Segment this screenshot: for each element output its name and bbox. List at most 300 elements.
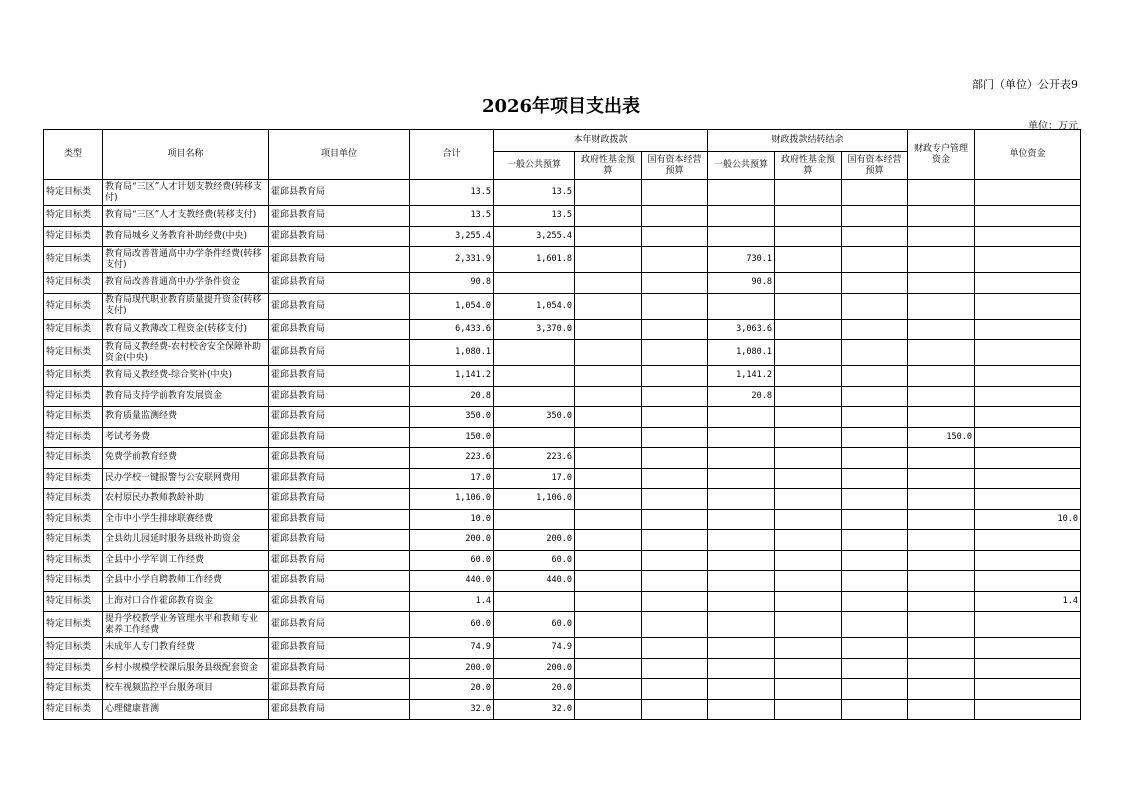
cell-carry-fund (775, 638, 842, 659)
cell-carry-fund (775, 206, 842, 227)
cell-current-fund (575, 226, 642, 247)
cell-total: 20.0 (410, 679, 494, 700)
cell-carry-fund (775, 530, 842, 551)
cell-special-account (908, 293, 975, 319)
cell-type: 特定目标类 (44, 386, 103, 407)
cell-own-funds (975, 448, 1081, 469)
cell-project-name: 上海对口合作霍邱教育资金 (103, 591, 269, 612)
cell-carry-fund (775, 509, 842, 530)
cell-carry-general (708, 679, 775, 700)
cell-carry-fund (775, 679, 842, 700)
cell-total: 20.8 (410, 386, 494, 407)
cell-current-state-capital (642, 407, 708, 428)
cell-current-state-capital (642, 468, 708, 489)
cell-type: 特定目标类 (44, 366, 103, 387)
table-row (44, 550, 1081, 571)
cell-own-funds (975, 530, 1081, 551)
table-row (44, 180, 1081, 206)
cell-special-account (908, 550, 975, 571)
cell-total: 6,433.6 (410, 319, 494, 340)
cell-special-account (908, 319, 975, 340)
cell-own-funds (975, 180, 1081, 206)
table-row (44, 407, 1081, 428)
cell-carry-state-capital (842, 612, 908, 638)
table-row (44, 468, 1081, 489)
cell-project-unit: 霍邱县教育局 (269, 366, 410, 387)
cell-type: 特定目标类 (44, 340, 103, 366)
cell-project-name: 乡村小规模学校课后服务县级配套资金 (103, 658, 269, 679)
cell-current-fund (575, 489, 642, 510)
cell-carry-general (708, 448, 775, 469)
cell-current-fund (575, 386, 642, 407)
cell-current-state-capital (642, 658, 708, 679)
cell-current-state-capital (642, 247, 708, 273)
cell-current-state-capital (642, 612, 708, 638)
cell-special-account (908, 340, 975, 366)
cell-project-unit: 霍邱县教育局 (269, 247, 410, 273)
cell-carry-state-capital (842, 319, 908, 340)
cell-carry-general: 3,063.6 (708, 319, 775, 340)
cell-carry-general (708, 612, 775, 638)
cell-current-state-capital (642, 571, 708, 592)
cell-own-funds (975, 366, 1081, 387)
cell-carry-general (708, 407, 775, 428)
cell-carry-fund (775, 366, 842, 387)
cell-carry-general (708, 293, 775, 319)
cell-total: 1,106.0 (410, 489, 494, 510)
cell-project-unit: 霍邱县教育局 (269, 509, 410, 530)
cell-project-unit: 霍邱县教育局 (269, 550, 410, 571)
cell-carry-general (708, 468, 775, 489)
cell-type: 特定目标类 (44, 679, 103, 700)
cell-current-fund (575, 591, 642, 612)
header-current-state-capital: 国有资本经营预算 (642, 152, 708, 180)
cell-total: 1.4 (410, 591, 494, 612)
cell-special-account (908, 699, 975, 720)
cell-current-general: 200.0 (494, 658, 575, 679)
cell-current-general: 74.9 (494, 638, 575, 659)
table-row (44, 247, 1081, 273)
cell-own-funds (975, 489, 1081, 510)
cell-carry-general (708, 571, 775, 592)
cell-carry-fund (775, 319, 842, 340)
cell-carry-state-capital (842, 448, 908, 469)
cell-current-general: 1,106.0 (494, 489, 575, 510)
table-row (44, 638, 1081, 659)
table-row (44, 591, 1081, 612)
cell-current-fund (575, 638, 642, 659)
cell-carry-fund (775, 699, 842, 720)
cell-own-funds (975, 699, 1081, 720)
cell-carry-fund (775, 407, 842, 428)
cell-project-name: 教育局“三区”人才计划支教经费(转移支付) (103, 180, 269, 206)
cell-current-fund (575, 530, 642, 551)
cell-type: 特定目标类 (44, 319, 103, 340)
cell-total: 90.8 (410, 273, 494, 294)
cell-own-funds (975, 386, 1081, 407)
cell-project-unit: 霍邱县教育局 (269, 206, 410, 227)
cell-project-unit: 霍邱县教育局 (269, 293, 410, 319)
cell-project-name: 心理健康普测 (103, 699, 269, 720)
cell-carry-fund (775, 658, 842, 679)
cell-special-account (908, 407, 975, 428)
project-expenditure-table (43, 129, 1081, 720)
cell-current-general (494, 509, 575, 530)
cell-type: 特定目标类 (44, 427, 103, 448)
cell-total: 13.5 (410, 180, 494, 206)
cell-current-general (494, 427, 575, 448)
cell-total: 1,054.0 (410, 293, 494, 319)
cell-project-name: 教育质量监测经费 (103, 407, 269, 428)
cell-current-state-capital (642, 638, 708, 659)
table-row (44, 366, 1081, 387)
cell-current-fund (575, 273, 642, 294)
cell-total: 32.0 (410, 699, 494, 720)
cell-project-name: 校车视频监控平台服务项目 (103, 679, 269, 700)
header-carry-general: 一般公共预算 (708, 152, 775, 180)
cell-current-state-capital (642, 340, 708, 366)
cell-current-state-capital (642, 679, 708, 700)
cell-current-state-capital (642, 509, 708, 530)
cell-carry-general: 1,141.2 (708, 366, 775, 387)
table-row (44, 699, 1081, 720)
cell-carry-general: 730.1 (708, 247, 775, 273)
cell-project-unit: 霍邱县教育局 (269, 489, 410, 510)
cell-carry-general (708, 658, 775, 679)
cell-current-state-capital (642, 591, 708, 612)
cell-project-name: 全县幼儿园延时服务县级补助资金 (103, 530, 269, 551)
cell-total: 1,080.1 (410, 340, 494, 366)
cell-total: 74.9 (410, 638, 494, 659)
cell-carry-state-capital (842, 509, 908, 530)
cell-current-fund (575, 699, 642, 720)
cell-special-account (908, 658, 975, 679)
cell-special-account (908, 612, 975, 638)
cell-project-name: 教育局“三区”人才支教经费(转移支付) (103, 206, 269, 227)
cell-own-funds (975, 468, 1081, 489)
cell-type: 特定目标类 (44, 638, 103, 659)
cell-current-general: 32.0 (494, 699, 575, 720)
cell-current-general: 1,054.0 (494, 293, 575, 319)
cell-carry-fund (775, 386, 842, 407)
cell-type: 特定目标类 (44, 407, 103, 428)
cell-current-general: 60.0 (494, 612, 575, 638)
cell-current-fund (575, 509, 642, 530)
cell-carry-state-capital (842, 273, 908, 294)
cell-project-name: 民办学校一键报警与公安联网费用 (103, 468, 269, 489)
cell-current-fund (575, 468, 642, 489)
cell-total: 2,331.9 (410, 247, 494, 273)
cell-current-general: 13.5 (494, 180, 575, 206)
cell-current-general: 223.6 (494, 448, 575, 469)
cell-current-fund (575, 407, 642, 428)
unit-label: 单位：万元 (1028, 121, 1078, 132)
cell-current-fund (575, 247, 642, 273)
cell-carry-state-capital (842, 699, 908, 720)
cell-current-state-capital (642, 427, 708, 448)
cell-current-fund (575, 180, 642, 206)
cell-carry-general (708, 226, 775, 247)
cell-special-account (908, 638, 975, 659)
cell-type: 特定目标类 (44, 530, 103, 551)
cell-type: 特定目标类 (44, 226, 103, 247)
cell-special-account (908, 247, 975, 273)
cell-own-funds: 1.4 (975, 591, 1081, 612)
header-total: 合计 (410, 130, 494, 180)
cell-own-funds (975, 550, 1081, 571)
cell-carry-general: 90.8 (708, 273, 775, 294)
cell-carry-state-capital (842, 591, 908, 612)
cell-total: 13.5 (410, 206, 494, 227)
table-number-label: 部门（单位）公开表9 (972, 78, 1078, 91)
cell-carry-state-capital (842, 679, 908, 700)
cell-special-account (908, 489, 975, 510)
cell-own-funds (975, 679, 1081, 700)
cell-carry-state-capital (842, 468, 908, 489)
cell-own-funds (975, 612, 1081, 638)
cell-project-name: 免费学前教育经费 (103, 448, 269, 469)
cell-own-funds (975, 226, 1081, 247)
cell-carry-fund (775, 180, 842, 206)
cell-project-name: 教育局义教经费-综合奖补(中央) (103, 366, 269, 387)
cell-project-unit: 霍邱县教育局 (269, 226, 410, 247)
header-project-unit: 项目单位 (269, 130, 410, 180)
cell-project-name: 教育局义教经费-农村校舍安全保障补助资金(中央) (103, 340, 269, 366)
table-row (44, 206, 1081, 227)
cell-current-fund (575, 319, 642, 340)
cell-project-name: 全县中小学军训工作经费 (103, 550, 269, 571)
cell-carry-fund (775, 550, 842, 571)
cell-project-unit: 霍邱县教育局 (269, 407, 410, 428)
cell-own-funds (975, 407, 1081, 428)
header-current-fund: 政府性基金预算 (575, 152, 642, 180)
cell-total: 200.0 (410, 658, 494, 679)
cell-carry-general: 1,080.1 (708, 340, 775, 366)
cell-carry-general (708, 699, 775, 720)
cell-carry-general (708, 427, 775, 448)
cell-own-funds: 10.0 (975, 509, 1081, 530)
cell-type: 特定目标类 (44, 489, 103, 510)
cell-carry-fund (775, 571, 842, 592)
cell-current-general: 3,370.0 (494, 319, 575, 340)
cell-current-state-capital (642, 699, 708, 720)
table-row (44, 319, 1081, 340)
cell-special-account (908, 180, 975, 206)
cell-current-state-capital (642, 293, 708, 319)
cell-type: 特定目标类 (44, 468, 103, 489)
cell-project-unit: 霍邱县教育局 (269, 319, 410, 340)
cell-current-state-capital (642, 530, 708, 551)
cell-current-fund (575, 293, 642, 319)
cell-carry-state-capital (842, 366, 908, 387)
cell-project-name: 教育局义教薄改工程资金(转移支付) (103, 319, 269, 340)
cell-carry-fund (775, 247, 842, 273)
cell-project-unit: 霍邱县教育局 (269, 180, 410, 206)
cell-type: 特定目标类 (44, 293, 103, 319)
cell-project-name: 教育局支持学前教育发展资金 (103, 386, 269, 407)
cell-type: 特定目标类 (44, 180, 103, 206)
cell-carry-general (708, 530, 775, 551)
cell-carry-general (708, 489, 775, 510)
table-row (44, 226, 1081, 247)
cell-current-state-capital (642, 386, 708, 407)
cell-special-account (908, 509, 975, 530)
cell-own-funds (975, 427, 1081, 448)
cell-current-fund (575, 448, 642, 469)
cell-project-unit: 霍邱县教育局 (269, 530, 410, 551)
cell-special-account (908, 530, 975, 551)
cell-own-funds (975, 319, 1081, 340)
cell-own-funds (975, 247, 1081, 273)
cell-carry-state-capital (842, 427, 908, 448)
cell-project-unit: 霍邱县教育局 (269, 612, 410, 638)
header-own-funds: 单位资金 (975, 130, 1081, 180)
cell-project-name: 教育局城乡义务教育补助经费(中央) (103, 226, 269, 247)
cell-project-name: 教育局改善普通高中办学条件经费(转移支付) (103, 247, 269, 273)
cell-carry-general (708, 638, 775, 659)
cell-type: 特定目标类 (44, 273, 103, 294)
table-row (44, 273, 1081, 294)
cell-project-unit: 霍邱县教育局 (269, 468, 410, 489)
page-title: 2026年项目支出表 (481, 96, 641, 117)
cell-carry-fund (775, 293, 842, 319)
cell-total: 223.6 (410, 448, 494, 469)
cell-type: 特定目标类 (44, 550, 103, 571)
cell-current-general (494, 386, 575, 407)
cell-project-unit: 霍邱县教育局 (269, 386, 410, 407)
table-row (44, 340, 1081, 366)
cell-type: 特定目标类 (44, 448, 103, 469)
cell-own-funds (975, 293, 1081, 319)
cell-special-account (908, 468, 975, 489)
cell-current-general: 1,601.8 (494, 247, 575, 273)
cell-current-fund (575, 679, 642, 700)
cell-carry-state-capital (842, 550, 908, 571)
header-group-carryover: 财政拨款结转结余 (708, 130, 908, 152)
table-row (44, 489, 1081, 510)
cell-carry-state-capital (842, 386, 908, 407)
cell-current-general (494, 340, 575, 366)
cell-own-funds (975, 658, 1081, 679)
header-group-current-year: 本年财政拨款 (494, 130, 708, 152)
cell-own-funds (975, 273, 1081, 294)
cell-carry-fund (775, 448, 842, 469)
cell-project-unit: 霍邱县教育局 (269, 340, 410, 366)
cell-project-unit: 霍邱县教育局 (269, 591, 410, 612)
cell-current-general: 200.0 (494, 530, 575, 551)
cell-carry-general (708, 509, 775, 530)
cell-current-fund (575, 658, 642, 679)
cell-type: 特定目标类 (44, 612, 103, 638)
cell-carry-fund (775, 591, 842, 612)
cell-carry-fund (775, 612, 842, 638)
cell-current-fund (575, 366, 642, 387)
cell-carry-fund (775, 468, 842, 489)
cell-current-state-capital (642, 206, 708, 227)
cell-carry-fund (775, 427, 842, 448)
cell-current-state-capital (642, 226, 708, 247)
cell-total: 17.0 (410, 468, 494, 489)
table-row (44, 612, 1081, 638)
cell-carry-state-capital (842, 530, 908, 551)
cell-total: 3,255.4 (410, 226, 494, 247)
cell-special-account (908, 591, 975, 612)
cell-total: 1,141.2 (410, 366, 494, 387)
cell-total: 60.0 (410, 612, 494, 638)
header-special-account: 财政专户管理资金 (908, 130, 975, 180)
cell-carry-general (708, 180, 775, 206)
cell-current-general: 3,255.4 (494, 226, 575, 247)
table-row (44, 509, 1081, 530)
cell-carry-state-capital (842, 489, 908, 510)
cell-current-state-capital (642, 489, 708, 510)
cell-type: 特定目标类 (44, 571, 103, 592)
cell-current-general: 20.0 (494, 679, 575, 700)
cell-carry-general: 20.8 (708, 386, 775, 407)
cell-project-unit: 霍邱县教育局 (269, 699, 410, 720)
header-project-name: 项目名称 (103, 130, 269, 180)
cell-type: 特定目标类 (44, 699, 103, 720)
cell-project-unit: 霍邱县教育局 (269, 448, 410, 469)
cell-project-name: 考试考务费 (103, 427, 269, 448)
header-current-general: 一般公共预算 (494, 152, 575, 180)
cell-special-account (908, 366, 975, 387)
cell-current-fund (575, 427, 642, 448)
cell-carry-state-capital (842, 571, 908, 592)
cell-project-unit: 霍邱县教育局 (269, 658, 410, 679)
header-carry-state-capital: 国有资本经营预算 (842, 152, 908, 180)
cell-carry-state-capital (842, 658, 908, 679)
table-row (44, 386, 1081, 407)
cell-own-funds (975, 638, 1081, 659)
cell-total: 60.0 (410, 550, 494, 571)
cell-current-state-capital (642, 319, 708, 340)
table-row (44, 427, 1081, 448)
table-body (44, 180, 1081, 720)
cell-special-account: 150.0 (908, 427, 975, 448)
table-row (44, 658, 1081, 679)
cell-current-general: 350.0 (494, 407, 575, 428)
cell-project-name: 农村原民办教师教龄补助 (103, 489, 269, 510)
cell-special-account (908, 386, 975, 407)
cell-current-general: 17.0 (494, 468, 575, 489)
cell-total: 200.0 (410, 530, 494, 551)
cell-current-general (494, 273, 575, 294)
header-type: 类型 (44, 130, 103, 180)
cell-project-name: 全市中小学生排球联赛经费 (103, 509, 269, 530)
cell-special-account (908, 206, 975, 227)
cell-carry-general (708, 206, 775, 227)
cell-type: 特定目标类 (44, 591, 103, 612)
cell-special-account (908, 679, 975, 700)
cell-carry-fund (775, 226, 842, 247)
cell-special-account (908, 226, 975, 247)
cell-current-general (494, 366, 575, 387)
table-row (44, 448, 1081, 469)
cell-carry-state-capital (842, 206, 908, 227)
cell-current-general: 60.0 (494, 550, 575, 571)
cell-carry-state-capital (842, 293, 908, 319)
cell-carry-state-capital (842, 247, 908, 273)
cell-project-name: 教育局改善普通高中办学条件资金 (103, 273, 269, 294)
cell-carry-fund (775, 340, 842, 366)
cell-type: 特定目标类 (44, 247, 103, 273)
cell-project-name: 提升学校教学业务管理水平和教师专业素养工作经费 (103, 612, 269, 638)
cell-current-fund (575, 550, 642, 571)
cell-current-state-capital (642, 448, 708, 469)
cell-project-unit: 霍邱县教育局 (269, 273, 410, 294)
cell-current-general: 13.5 (494, 206, 575, 227)
